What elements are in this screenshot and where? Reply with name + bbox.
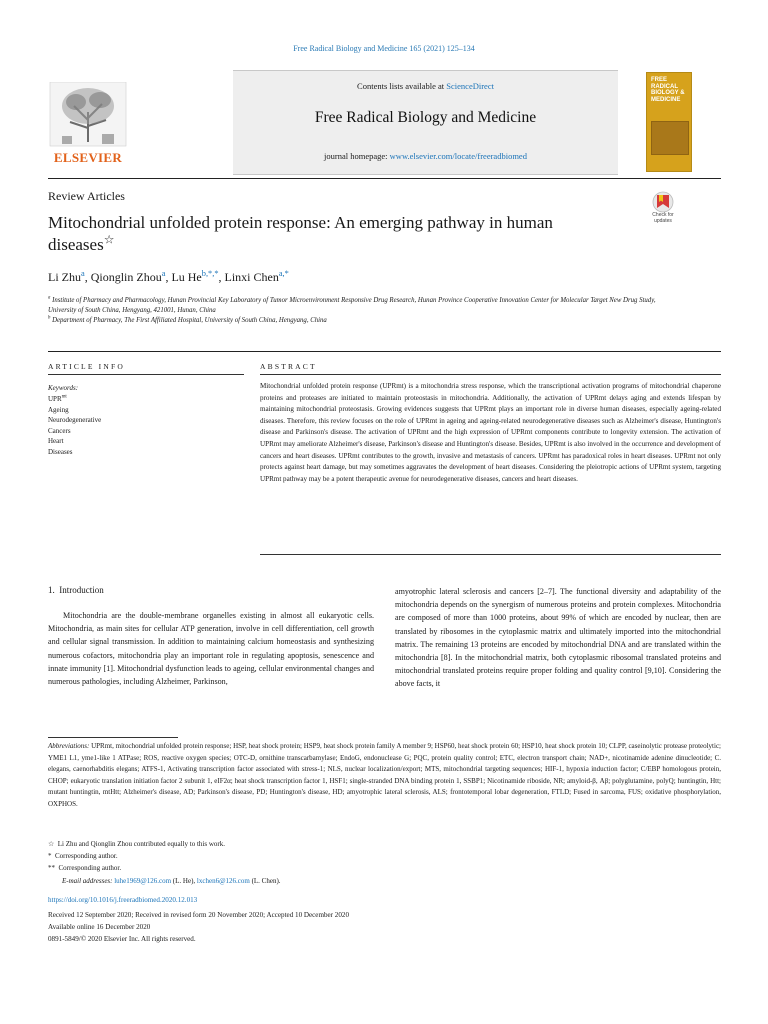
email-link[interactable]: luhe1969@126.com [114,877,172,885]
keyword-item: Heart [48,437,64,445]
keywords-label: Keywords: [48,384,79,392]
corresponding-author-note-2: ** Corresponding author. [48,864,122,872]
keyword-item: Ageing [48,405,69,414]
affiliation-text: Institute of Pharmacy and Pharmacology, Hunan Provincial Key Laboratory of Tumor Microenvironment Responsive Drug Research, Hunan Province Cooperative Innovation Center for Molecular Target New Drug Study, University of South China, Hengyang, 421001, Hunan, China [48,297,656,314]
journal-reference[interactable]: Free Radical Biology and Medicine 165 (2021) 125–134 [293,44,475,53]
journal-header [48,70,723,173]
keywords-list [48,394,101,457]
abstract-text: Mitochondrial unfolded protein response (UPRmt) is a mitochondria stress response, which the transcriptional activation programs of mitochondrial chaperone proteins and proteases are initiated to maintain proteostasis in mitochondria. Additionally, the activation of UPRmt delays aging and extends lifespan by maintaining mitochondrial proteostasis. Growing evidences suggests that UPRmt plays an important role in diverse human diseases, especially ageing-related diseases. Therefore, this review focuses on the role of UPRmt in ageing and ageing-related neurodegenerative diseases such as Alzheimer's disease, Huntington's disease and Parkinson's disease. The activation of UPRmt and the high expression of UPRmt components contribute to longevity extension. The activation of UPRmt may ameliorate Alzheimer's disease, Parkinson's disease and Huntington's disease. Besides, UPRmt is also involved in the occurrence and development of cancers and heart diseases. UPRmt contributes to the growth, invasive and metastasis of cancers. UPRmt has paradoxical roles in heart diseases. UPRmt not only protects against heart damage, but may sometimes aggravates the development of heart diseases. Considering the pleiotropic actions of UPRmt system, targeting UPRmt pathway may be a potent therapeutic avenue for neurodegenerative diseases, cancers and heart diseases. [260,382,721,483]
homepage-line [233,151,618,161]
cover-title: FREE RADICAL BIOLOGY & MEDICINE [651,77,685,103]
homepage-prefix: journal homepage: [324,151,390,161]
journal-title: Free Radical Biology and Medicine [314,109,537,126]
abstract-bottom-rule [260,554,721,555]
note-text: Corresponding author. [58,864,122,872]
issn-copyright: 0891-5849/© 2020 Elsevier Inc. All rights reserved. [48,935,196,943]
contents-line [233,81,618,91]
email-owner: (L. He), [171,877,197,885]
meta-divider [48,351,721,352]
check-updates-label: Check for updates [652,212,674,224]
abstract-rule [260,374,721,375]
author-mark[interactable]: a [81,269,85,278]
note-text: Corresponding author. [55,852,118,860]
abbreviations-label: Abbreviations: [48,742,90,750]
header-divider [48,178,721,179]
received-dates: Received 12 September 2020; Received in revised form 20 November 2020; Accepted 10 December 2020 [48,911,349,919]
publisher-name: ELSEVIER [53,150,123,165]
author-name[interactable]: Lu He [171,270,202,284]
affiliation-b [48,316,668,326]
abstract-heading: ABSTRACT [260,362,317,371]
check-for-updates-badge[interactable] [646,191,680,229]
email-addresses [62,877,281,885]
body-column-left: Mitochondria are the double-membrane organelles existing in almost all eukaryotic cells. Mitochondria, as main sites for cellular ATP generation, involve in cell differentiation, cell growth and cellular signal transmission. In addition to maintaining calcium homeostasis and synthesizing numerous cofactors, mitochondria play an important role in regulating apoptosis, senescence and innate immunity [1]. Mitochondrial dysfunction leads to ageing, cellular environmental changes and numerous pathologies, including Alzheimer, Parkinson, [48,611,374,687]
keyword-item: Cancers [48,426,71,435]
article-info-heading: ARTICLE INFO [48,362,125,371]
abbreviations-text: UPRmt, mitochondrial unfolded protein response; HSP, heat shock protein; HSP9, heat shock protein family A member 9; HSP60, heat shock protein 60; HSP10, heat shock protein 10; CLPP, caseinolytic protease proteolytic; YME1 L1, yme1-like 1 ATPase; ROS, reactive oxygen species; OTC-D, ornithine transcarbamylase; EndoG, endonuclease G; PQC, protein quality control; ETC, electron transport chain; NAD+, nicotinamide adenine dinucleotide; C. elegans, caenorhabditis elegans; ATFS-1, Activating transcription factor associated with stress-1; NLS, nuclear localization/export; MTS, mitochondrial targeting sequences; HIF-1, hypoxia induction factor; C/EBP homologous protein, CHOP; eukaryotic translation initiation factor 2 subunit 1, eIF2α; heat shock transcription factor 1, HSF1; single-stranded DNA binding protein 1, SSBP1; Nicotinamide riboside, NR; amyloid-β, Aβ; polyglutamine, polyQ; huntingtin, Htt; mutant huntingtin, mtHtt; Alzheimer's disease, AD; Parkinson's disease, PD; Huntington's disease, HD; amyotrophic lateral sclerosis, ALS; frontotemporal lobar degeneration, FTLD; Fused in sarcoma, FUS; oxidative phosphorylation, OXPHOS. [48,742,722,808]
affiliation-a [48,296,668,316]
author-mark[interactable]: a,* [278,269,289,278]
affiliation-mark: a [48,295,51,301]
email-owner: (L. Chen). [249,877,281,885]
author-name[interactable]: Qionglin Zhou [90,270,162,284]
homepage-link[interactable]: www.elsevier.com/locate/freeradbiomed [389,151,527,161]
affiliation-mark: b [48,315,51,321]
author-name[interactable]: Linxi Chen [224,270,279,284]
email-link[interactable]: lxchen6@126.com [196,877,250,885]
author-list: Li Zhu$^a$, Qionglin Zhou$^a$, Lu $He^{b,*,*}$, Linxi Chen$^{a,*}$ [48,269,289,284]
affiliations [48,296,668,326]
equal-contribution-note: ☆ Li Zhu and Qionglin Zhou contributed equally to this work. [48,840,225,848]
journal-cover-thumbnail[interactable] [646,72,692,172]
affiliation-text: Department of Pharmacy, The First Affiliated Hospital, University of South China, Hengyang, China [52,317,327,324]
keyword-text: UPR [48,395,62,403]
cover-image [651,121,689,155]
keyword-item: Neurodegenerative [48,416,102,424]
article-section: Review Articles [48,189,125,203]
email-label: E-mail addresses: [62,877,113,885]
author-mark[interactable]: b,*,* [201,269,219,278]
keyword-item [48,394,101,405]
author-name[interactable]: Li Zhu [48,270,81,284]
contents-prefix: Contents lists available at [357,81,447,91]
keyword-item: Diseases [48,447,73,456]
available-online: Available online 16 December 2020 [48,923,151,931]
corresponding-author-note: * Corresponding author. [48,852,118,860]
abbreviations-footnote [48,741,721,810]
check-updates-icon [646,191,680,213]
section-title: Introduction [59,585,104,595]
author-mark[interactable]: a [161,269,166,278]
section-heading-introduction [48,585,104,595]
body-column-right: amyotrophic lateral sclerosis and cancers [2–7]. The functional diversity and adaptability of the mitochondria depends on the synergism of numerous proteins and protein complexes. Mitochondria are composed of more than 1000 proteins, about 99% of which are encoded by nuclear, then are translated by ribosomes in the cytoplasmic matrix and ultimately imported into the mitochondrial matrix. The remaining 13 proteins are encoded by mitochondrial DNA and are translated within the mitochondria [8]. In the mitochondrial matrix, both cytoplasmic ribosomal translated proteins and mitochondrial translated proteins require proper folding and quality control [9,10]. Considering the above facts, it [395,587,721,689]
article-info-rule [48,374,244,375]
keyword-sup: mt [61,394,67,400]
section-number: 1. [48,585,55,595]
sciencedirect-link[interactable]: ScienceDirect [446,81,494,91]
article-title-text: Mitochondrial unfolded protein response: An emerging pathway in human diseases [48,213,553,254]
title-footnote-mark[interactable]: ☆ [103,232,115,247]
note-text: Li Zhu and Qionglin Zhou contributed equally to this work. [57,840,225,848]
footnote-rule [48,737,178,738]
journal-info-band [233,70,618,175]
article-title [48,212,588,256]
doi-link[interactable]: https://doi.org/10.1016/j.freeradbiomed.2020.12.013 [48,896,198,904]
